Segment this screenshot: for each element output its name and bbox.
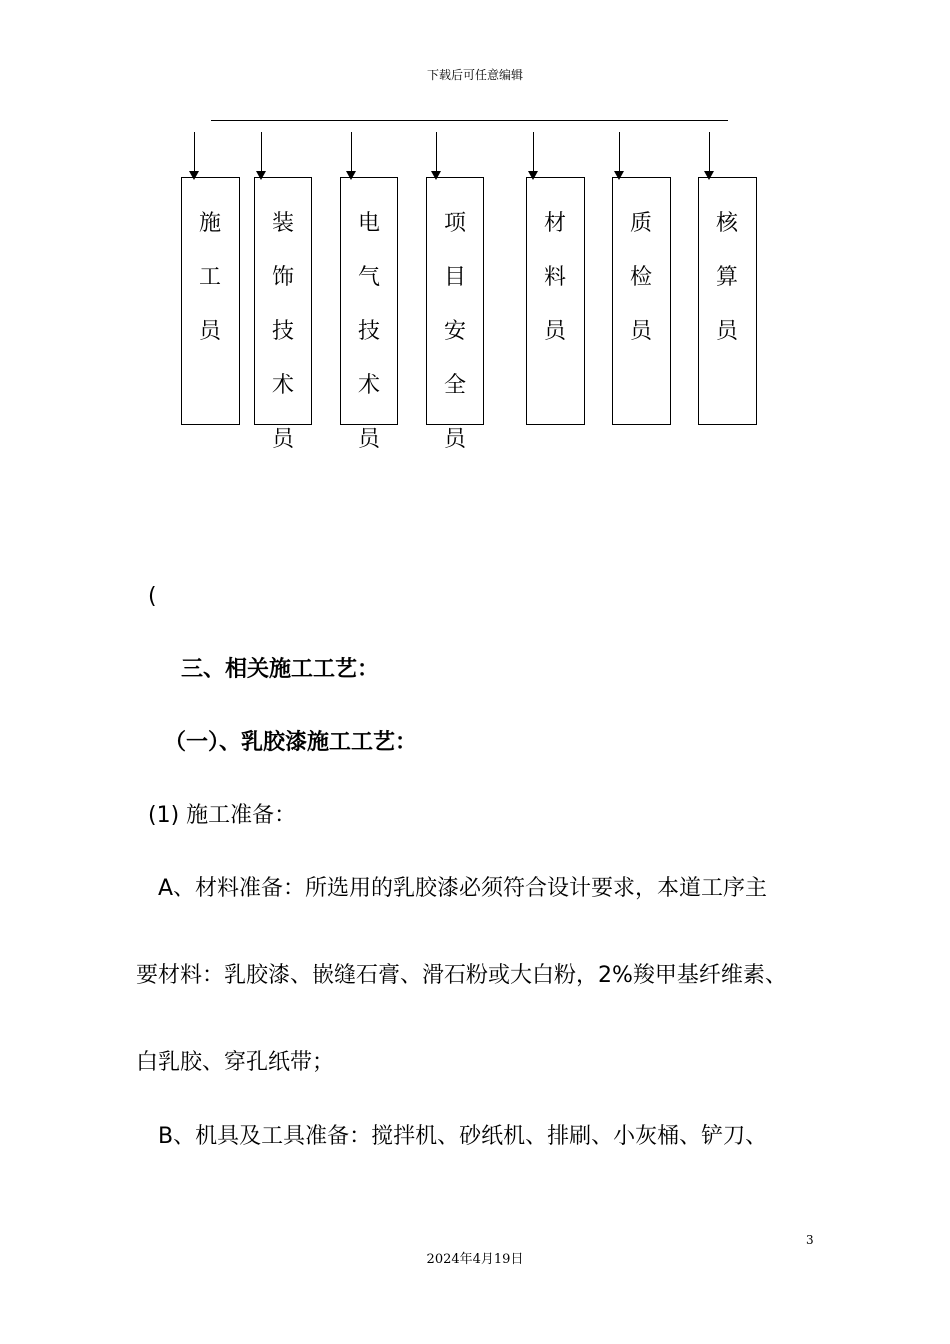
header-note: 下载后可任意编辑: [426, 68, 523, 82]
role-label-char: 项: [443, 211, 466, 236]
role-label-char: 施: [198, 211, 221, 236]
subsection-heading: （一）、乳胶漆施工工艺：: [164, 730, 418, 755]
section-heading: 三、相关施工工艺：: [181, 657, 380, 682]
connector-line: [261, 132, 262, 174]
role-label-char: 安: [443, 319, 466, 344]
connector-line: [533, 132, 534, 174]
stray-paren: (: [148, 584, 157, 609]
paragraph-a-line: A、材料准备：所选用的乳胶漆必须符合设计要求，本道工序主: [158, 876, 768, 901]
role-label-char: 术: [357, 373, 380, 398]
paragraph-a-line: 白乳胶、穿孔纸带；: [136, 1050, 335, 1075]
footer-date: 2024年4月19日: [426, 1252, 524, 1267]
role-label-char: 材: [543, 211, 566, 236]
role-label-char: 检: [629, 265, 652, 290]
role-label-char: 目: [443, 265, 466, 290]
connector-line: [194, 132, 195, 174]
role-label-char: 员: [198, 319, 221, 344]
connector-line: [351, 132, 352, 174]
paragraph-a-line: 要材料：乳胶漆、嵌缝石膏、滑石粉或大白粉，2%羧甲基纤维素、: [136, 963, 787, 988]
role-label-char: 员: [715, 319, 738, 344]
role-label-char: 员: [357, 427, 380, 452]
role-label-char: 电: [357, 211, 380, 236]
role-label-char: 质: [629, 211, 652, 236]
role-label-char: 术: [271, 373, 294, 398]
role-label-char: 核: [715, 211, 738, 236]
role-label-char: 气: [357, 265, 380, 290]
connector-line: [436, 132, 437, 174]
role-label-char: 全: [443, 373, 466, 398]
item-heading: (1) 施工准备：: [148, 803, 297, 828]
role-label-char: 算: [715, 265, 738, 290]
paragraph-b-line: B、机具及工具准备：搅拌机、砂纸机、排刷、小灰桶、铲刀、: [158, 1124, 768, 1149]
role-label-char: 员: [629, 319, 652, 344]
role-label-char: 技: [271, 319, 294, 344]
page-number: 3: [806, 1233, 814, 1247]
org-chart-top-line: [211, 120, 728, 121]
role-label-char: 饰: [271, 265, 294, 290]
connector-line: [619, 132, 620, 174]
role-label-char: 料: [543, 265, 566, 290]
role-label-char: 工: [198, 265, 221, 290]
role-label-char: 装: [271, 211, 294, 236]
role-label-char: 技: [357, 319, 380, 344]
connector-line: [709, 132, 710, 174]
role-label-char: 员: [543, 319, 566, 344]
role-label-char: 员: [271, 427, 294, 452]
role-label-char: 员: [443, 427, 466, 452]
